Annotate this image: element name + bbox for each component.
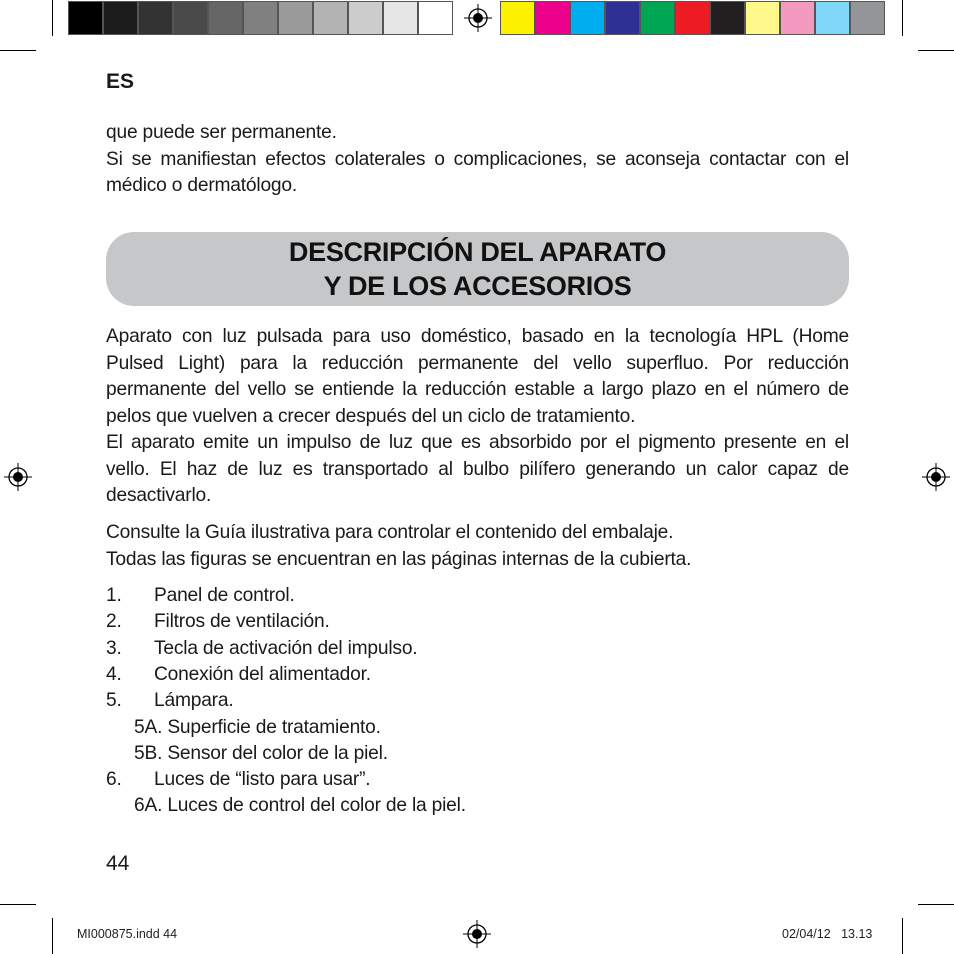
footer-file-info: MI000875.indd 44 xyxy=(77,927,178,941)
gray-swatch xyxy=(418,1,453,35)
color-swatch xyxy=(850,1,885,35)
crop-mark xyxy=(0,904,36,905)
list-item-text: Panel de control. xyxy=(154,585,295,606)
gray-swatch xyxy=(208,1,243,35)
color-swatch xyxy=(745,1,780,35)
list-item-number: 5. xyxy=(106,690,122,712)
registration-mark-icon xyxy=(464,4,492,32)
list-item-number: 1. xyxy=(106,585,122,606)
gray-swatch xyxy=(278,1,313,35)
gray-swatch xyxy=(313,1,348,35)
color-swatch xyxy=(815,1,850,35)
section-title-line: Y DE LOS ACCESORIOS xyxy=(323,271,632,301)
list-item-text: Filtros de ventilación. xyxy=(154,611,330,633)
registration-mark-icon xyxy=(922,463,950,491)
gray-swatch xyxy=(173,1,208,35)
list-item-text: Tecla de activación del impulso. xyxy=(154,637,418,659)
list-item-text: Conexión del alimentador. xyxy=(154,663,371,685)
body-paragraph: Aparato con luz pulsada para uso doméstico, basado en la tecnología HPL (Home Pulsed Light) para la reducción permanente del vello superfluo. Por reducción permanente del vello se entiende la reducción estable a largo plazo en el número de pelos que vuelven a crecer después del un ciclo de tratamiento. xyxy=(106,326,849,427)
list-subitem-text: 5B. Sensor del color de la piel. xyxy=(134,742,388,764)
list-item-number: 6. xyxy=(106,769,122,791)
registration-mark-icon xyxy=(463,920,491,948)
crop-mark xyxy=(918,904,954,905)
gray-swatch xyxy=(243,1,278,35)
crop-mark xyxy=(902,918,903,954)
crop-mark xyxy=(52,0,53,36)
color-swatch xyxy=(640,1,675,35)
list-item-number: 4. xyxy=(106,663,122,685)
gray-swatch xyxy=(348,1,383,35)
gray-swatch xyxy=(138,1,173,35)
crop-mark xyxy=(918,50,954,51)
crop-mark xyxy=(52,918,53,954)
list-subitem-text: 5A. Superficie de tratamiento. xyxy=(134,716,381,738)
footer-datetime: 02/04/12 13.13 xyxy=(782,927,873,941)
registration-mark-icon xyxy=(4,463,32,491)
list-subitem-text: 6A. Luces de control del color de la piel. xyxy=(134,795,466,817)
body-line: Consulte la Guía ilustrativa para controlar el contenido del embalaje. xyxy=(106,522,674,543)
color-swatch xyxy=(535,1,570,35)
color-swatch xyxy=(605,1,640,35)
list-item-text: Lámpara. xyxy=(154,690,234,712)
color-swatch xyxy=(500,1,535,35)
gray-swatch xyxy=(103,1,138,35)
crop-mark xyxy=(902,0,903,36)
section-title-line: DESCRIPCIÓN DEL APARATO xyxy=(288,237,667,267)
intro-line: Si se manifiestan efectos colaterales o complicaciones, se aconseja contactar con el médico o dermatólogo. xyxy=(106,148,849,196)
intro-line: que puede ser permanente. xyxy=(106,122,337,143)
intro-text xyxy=(106,120,849,200)
color-swatch xyxy=(570,1,605,35)
list-item-text: Luces de “listo para usar”. xyxy=(154,769,371,791)
color-swatch xyxy=(675,1,710,35)
list-item-number: 3. xyxy=(106,637,122,659)
body-paragraph: El aparato emite un impulso de luz que es absorbido por el pigmento presente en el vello. El haz de luz es transportado al bulbo pilífero generando un calor capaz de desactivarlo. xyxy=(106,432,849,506)
gray-swatch xyxy=(68,1,103,35)
gray-swatch xyxy=(383,1,418,35)
crop-mark xyxy=(0,50,36,51)
color-swatch xyxy=(780,1,815,35)
page-number: 44 xyxy=(106,852,130,875)
list-item-number: 2. xyxy=(106,611,122,633)
body-line: Todas las figuras se encuentran en las páginas internas de la cubierta. xyxy=(106,548,692,570)
section-heading-banner xyxy=(106,232,849,306)
color-swatch xyxy=(710,1,745,35)
body-paragraph xyxy=(106,520,849,573)
language-code: ES xyxy=(106,70,135,93)
